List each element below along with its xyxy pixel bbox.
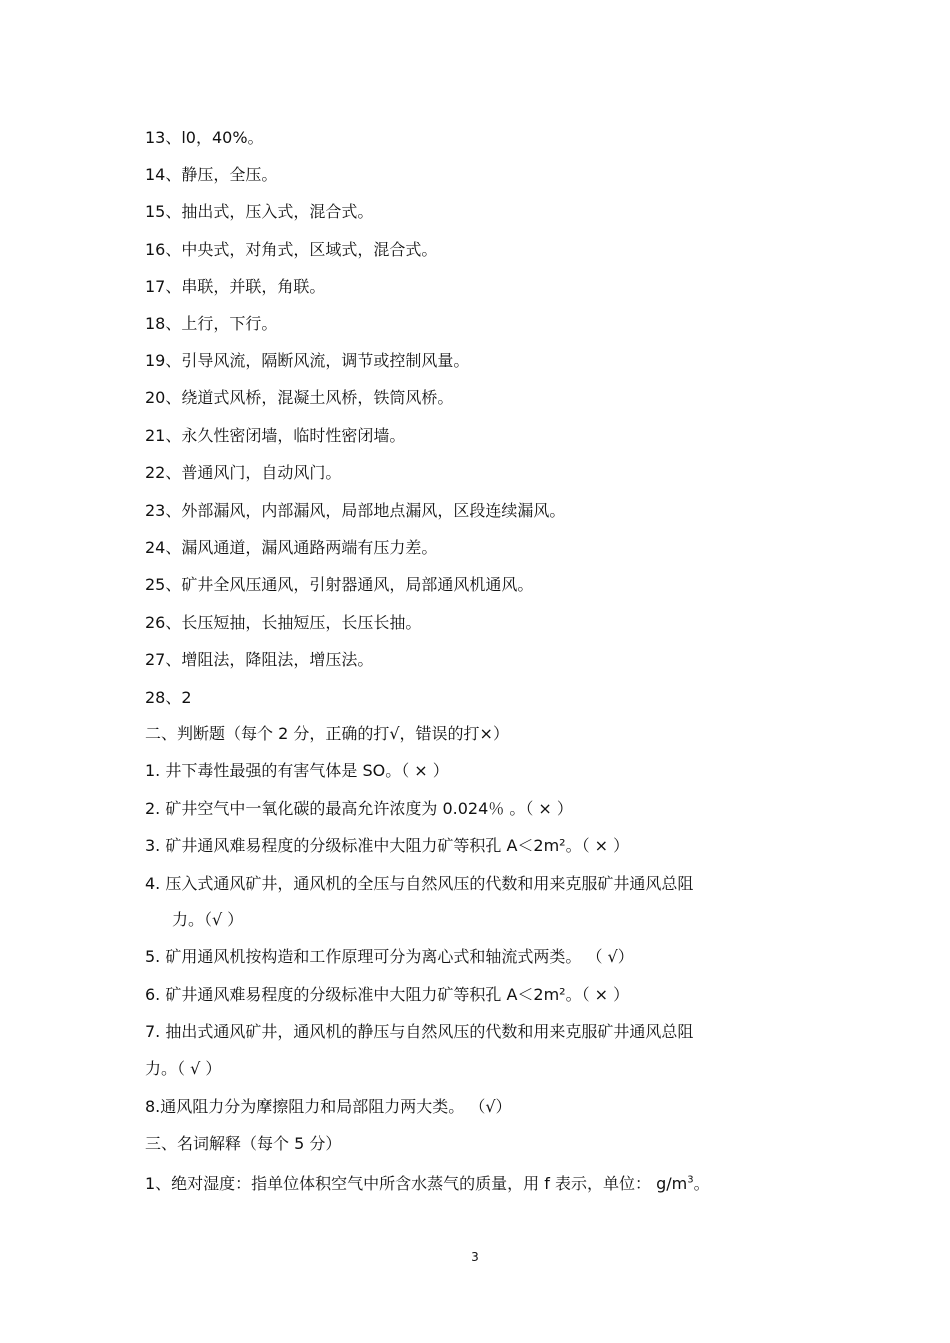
judgement-item-1: 1. 井下毒性最强的有害气体是 SO。（ × ） bbox=[145, 761, 449, 780]
section-2-heading: 二、判断题（每个 2 分，正确的打√，错误的打×） bbox=[145, 724, 509, 743]
judgement-item-7-cont: 力。（ √ ） bbox=[145, 1059, 222, 1078]
answer-13: 13、l0，40%。 bbox=[145, 128, 264, 147]
answer-25: 25、矿井全风压通风，引射器通风，局部通风机通风。 bbox=[145, 575, 534, 594]
answer-24: 24、漏风通道，漏风通路两端有压力差。 bbox=[145, 538, 438, 557]
answer-21: 21、永久性密闭墙，临时性密闭墙。 bbox=[145, 426, 406, 445]
answer-16: 16、中央式，对角式，区域式，混合式。 bbox=[145, 240, 438, 259]
unit-exponent: 3 bbox=[687, 1174, 694, 1186]
definition-end: 。 bbox=[693, 1174, 710, 1193]
definition-item-1 bbox=[145, 1173, 710, 1195]
judgement-item-4-cont: 力。（√ ） bbox=[172, 910, 244, 929]
judgement-item-4: 4. 压入式通风矿井，通风机的全压与自然风压的代数和用来克服矿井通风总阻 bbox=[145, 874, 694, 893]
definition-text: 1、绝对湿度：指单位体积空气中所含水蒸气的质量，用 f 表示，单位： g/m bbox=[145, 1174, 688, 1193]
page-number: 3 bbox=[471, 1250, 479, 1264]
answer-22: 22、普通风门，自动风门。 bbox=[145, 463, 342, 482]
answer-14: 14、静压，全压。 bbox=[145, 165, 278, 184]
answer-27: 27、增阻法，降阻法，增压法。 bbox=[145, 650, 374, 669]
answer-20: 20、绕道式风桥，混凝土风桥，铁筒风桥。 bbox=[145, 388, 454, 407]
judgement-item-8: 8.通风阻力分为摩擦阻力和局部阻力两大类。 （√） bbox=[145, 1097, 512, 1116]
judgement-item-2: 2. 矿井空气中一氧化碳的最高允许浓度为 0.024％ 。（ × ） bbox=[145, 799, 573, 818]
answer-28: 28、2 bbox=[145, 688, 192, 707]
answer-17: 17、串联，并联，角联。 bbox=[145, 277, 326, 296]
section-3-heading: 三、名词解释（每个 5 分） bbox=[145, 1134, 342, 1153]
answer-18: 18、上行，下行。 bbox=[145, 314, 278, 333]
judgement-item-7: 7. 抽出式通风矿井，通风机的静压与自然风压的代数和用来克服矿井通风总阻 bbox=[145, 1022, 694, 1041]
judgement-item-3: 3. 矿井通风难易程度的分级标准中大阻力矿等积孔 A＜2m²。（ × ） bbox=[145, 836, 630, 855]
judgement-item-5: 5. 矿用通风机按构造和工作原理可分为离心式和轴流式两类。 （ √） bbox=[145, 947, 634, 966]
answer-23: 23、外部漏风，内部漏风，局部地点漏风，区段连续漏风。 bbox=[145, 501, 566, 520]
answer-15: 15、抽出式，压入式，混合式。 bbox=[145, 202, 374, 221]
answer-26: 26、长压短抽，长抽短压，长压长抽。 bbox=[145, 613, 422, 632]
judgement-item-6: 6. 矿井通风难易程度的分级标准中大阻力矿等积孔 A＜2m²。（ × ） bbox=[145, 985, 630, 1004]
answer-19: 19、引导风流，隔断风流，调节或控制风量。 bbox=[145, 351, 470, 370]
